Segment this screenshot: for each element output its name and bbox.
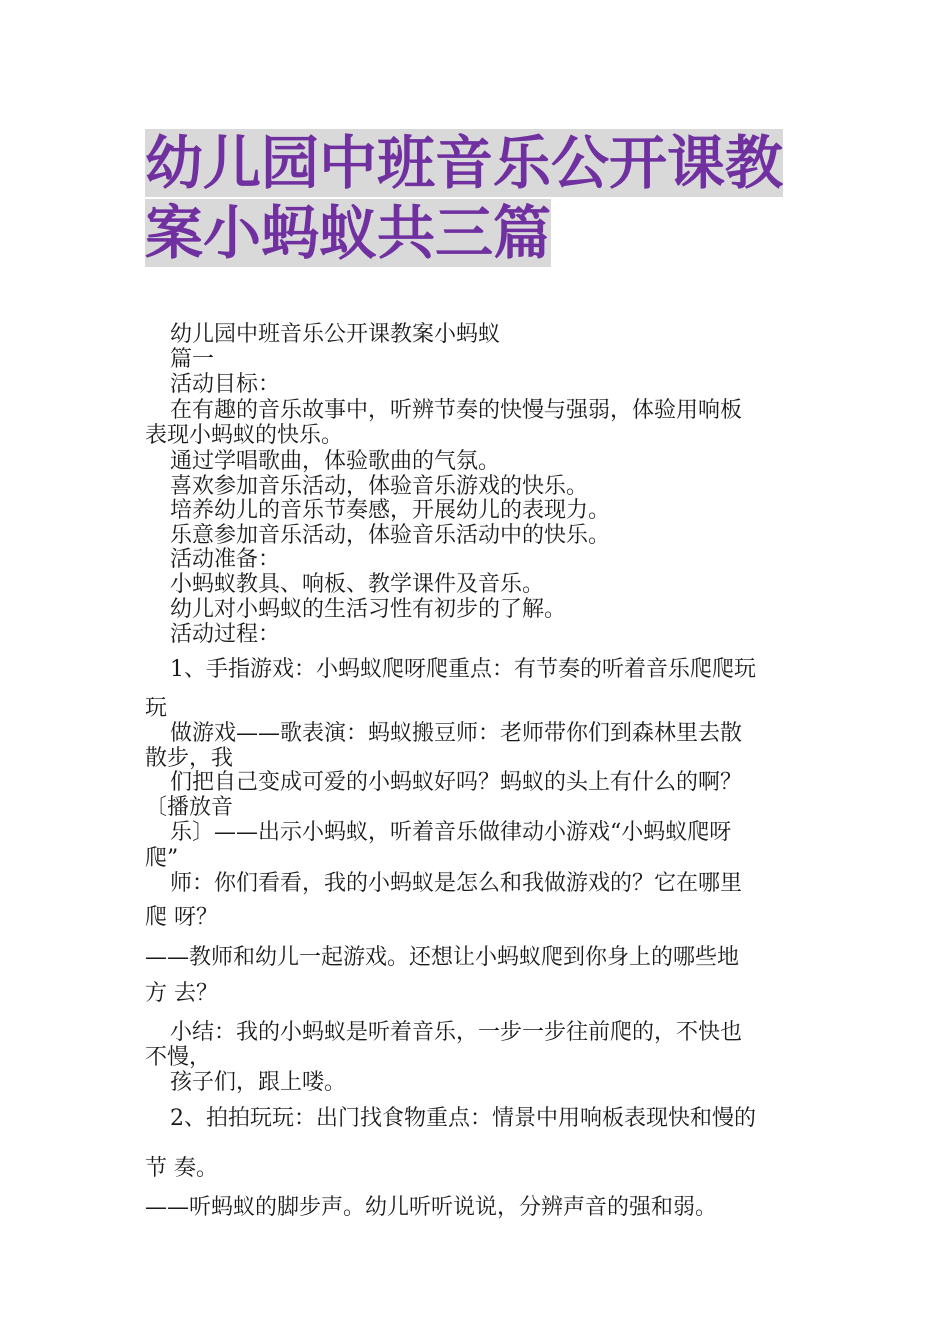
body-line: 喜欢参加音乐活动，体验音乐游戏的快乐。 xyxy=(170,474,589,499)
body-line: 们把自己变成可爱的小蚂蚁好吗？蚂蚁的头上有什么的啊？ xyxy=(170,770,743,795)
document-title xyxy=(145,128,825,268)
body-line: 节 奏。 xyxy=(145,1156,218,1181)
body-line: 散步，我 xyxy=(145,746,234,771)
body-line: 2、拍拍玩玩：出门找食物重点：情景中用响板表现快和慢的 xyxy=(170,1106,756,1131)
body-line: 表现小蚂蚁的快乐。 xyxy=(145,423,344,448)
title-line-1: 幼儿园中班音乐公开课教 xyxy=(145,129,784,197)
body-line: ——教师和幼儿一起游戏。还想让小蚂蚁爬到你身上的哪些地 xyxy=(145,945,740,970)
body-line: 活动过程： xyxy=(170,622,281,647)
body-line: 孩子们，跟上喽。 xyxy=(170,1070,347,1095)
body-line: 幼儿对小蚂蚁的生活习性有初步的了解。 xyxy=(170,597,567,622)
body-line: 通过学唱歌曲，体验歌曲的气氛。 xyxy=(170,449,501,474)
body-line: 幼儿园中班音乐公开课教案小蚂蚁 xyxy=(170,322,501,347)
body-line: 师：你们看看，我的小蚂蚁是怎么和我做游戏的？它在哪里 xyxy=(170,871,743,896)
body-line: 〔播放音 xyxy=(145,795,234,820)
body-line: 爬 呀？ xyxy=(145,905,218,930)
body-line: 乐〕——出示小蚂蚁，听着音乐做律动小游戏“小蚂蚁爬呀 xyxy=(170,820,732,845)
body-line: 1、手指游戏：小蚂蚁爬呀爬重点：有节奏的听着音乐爬爬玩 xyxy=(170,657,756,682)
body-line: 玩 xyxy=(145,696,168,721)
body-line: 方 去？ xyxy=(145,981,218,1006)
body-line: 爬” xyxy=(145,846,179,871)
body-line: ——听蚂蚁的脚步声。幼儿听听说说，分辨声音的强和弱。 xyxy=(145,1195,718,1220)
body-line: 活动目标： xyxy=(170,372,281,397)
body-line: 培养幼儿的音乐节奏感，开展幼儿的表现力。 xyxy=(170,498,611,523)
body-line: 在有趣的音乐故事中，听辨节奏的快慢与强弱，体验用响板 xyxy=(170,398,743,423)
body-line: 小蚂蚁教具、响板、教学课件及音乐。 xyxy=(170,572,545,597)
body-line: 做游戏——歌表演：蚂蚁搬豆师：老师带你们到森林里去散 xyxy=(170,721,743,746)
body-line: 乐意参加音乐活动，体验音乐活动中的快乐。 xyxy=(170,523,611,548)
title-line-2: 案小蚂蚁共三篇 xyxy=(145,199,552,267)
body-line: 不慢， xyxy=(145,1045,212,1070)
body-line: 小结：我的小蚂蚁是听着音乐，一步一步往前爬的，不快也 xyxy=(170,1020,743,1045)
body-line: 活动准备： xyxy=(170,547,281,572)
body-line: 篇一 xyxy=(170,347,215,372)
